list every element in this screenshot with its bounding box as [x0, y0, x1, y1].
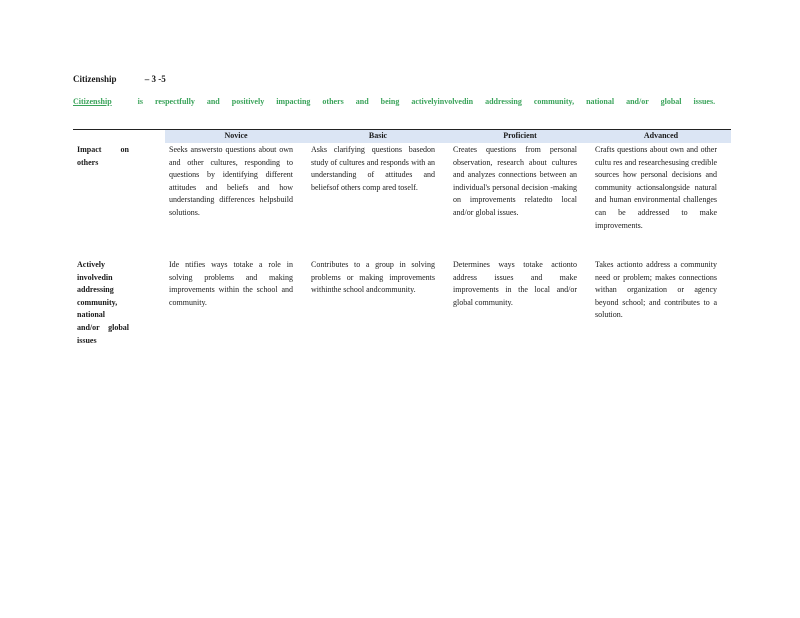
title-text: Citizenship: [73, 74, 117, 84]
row-header-impact: Impact on others: [77, 145, 129, 167]
cell-involved-proficient: Determines ways totake actionto address issues and make improvements in the local and/or global community.: [453, 260, 577, 307]
header-corner: [73, 130, 165, 143]
definition-text: is respectfully and positively impacting others and being activelyinvolvedin addressing community, national and/or global issues.: [137, 97, 716, 106]
header-advanced: Advanced: [591, 130, 731, 143]
cell-involved-novice: Ide ntifies ways totake a role in solving problems and making improvements within the school and community.: [169, 260, 293, 307]
cell-impact-novice: Seeks answersto questions about own and other cultures, responding to questions by identifying different attitudes and beliefs and how understanding differences helpsbuild solutions.: [169, 145, 293, 217]
cell-impact-advanced: Crafts questions about own and other cultu res and researchesusing credible sources how personal decisions and community actionsalongside natural and human environmental challenges can be addressed to make improvements.: [595, 145, 717, 230]
document-title: [73, 74, 166, 84]
cell-impact-basic: Asks clarifying questions basedon study of cultures and responds with an understanding of attitudes and beliefsof others comp ared toself.: [311, 145, 435, 192]
cell-involved-basic: Contributes to a group in solving problems or making improvements withinthe school andcommunity.: [311, 260, 435, 295]
header-novice: Novice: [165, 130, 307, 143]
grade-range: – 3 -5: [144, 74, 166, 84]
rubric-header-row: [73, 130, 731, 143]
header-basic: Basic: [307, 130, 449, 143]
cell-involved-advanced: Takes actionto address a community need or problem; makes connections withan organization or agency beyond school; and contributes to a solution.: [595, 260, 717, 320]
cell-impact-proficient: Creates questions from personal observation, research about cultures and analyzes connections between an individual's personal decision -making on improvements relatedto local and/or global issues.: [453, 145, 577, 217]
rubric-table: [73, 130, 731, 351]
definition-term: Citizenship: [73, 97, 112, 106]
header-proficient: Proficient: [449, 130, 591, 143]
row-header-actively-involved: Actively involvedin addressing community, national and/or global issues: [77, 260, 129, 345]
table-row: [73, 258, 731, 351]
citizenship-definition: [73, 96, 733, 108]
table-row: [73, 143, 731, 258]
